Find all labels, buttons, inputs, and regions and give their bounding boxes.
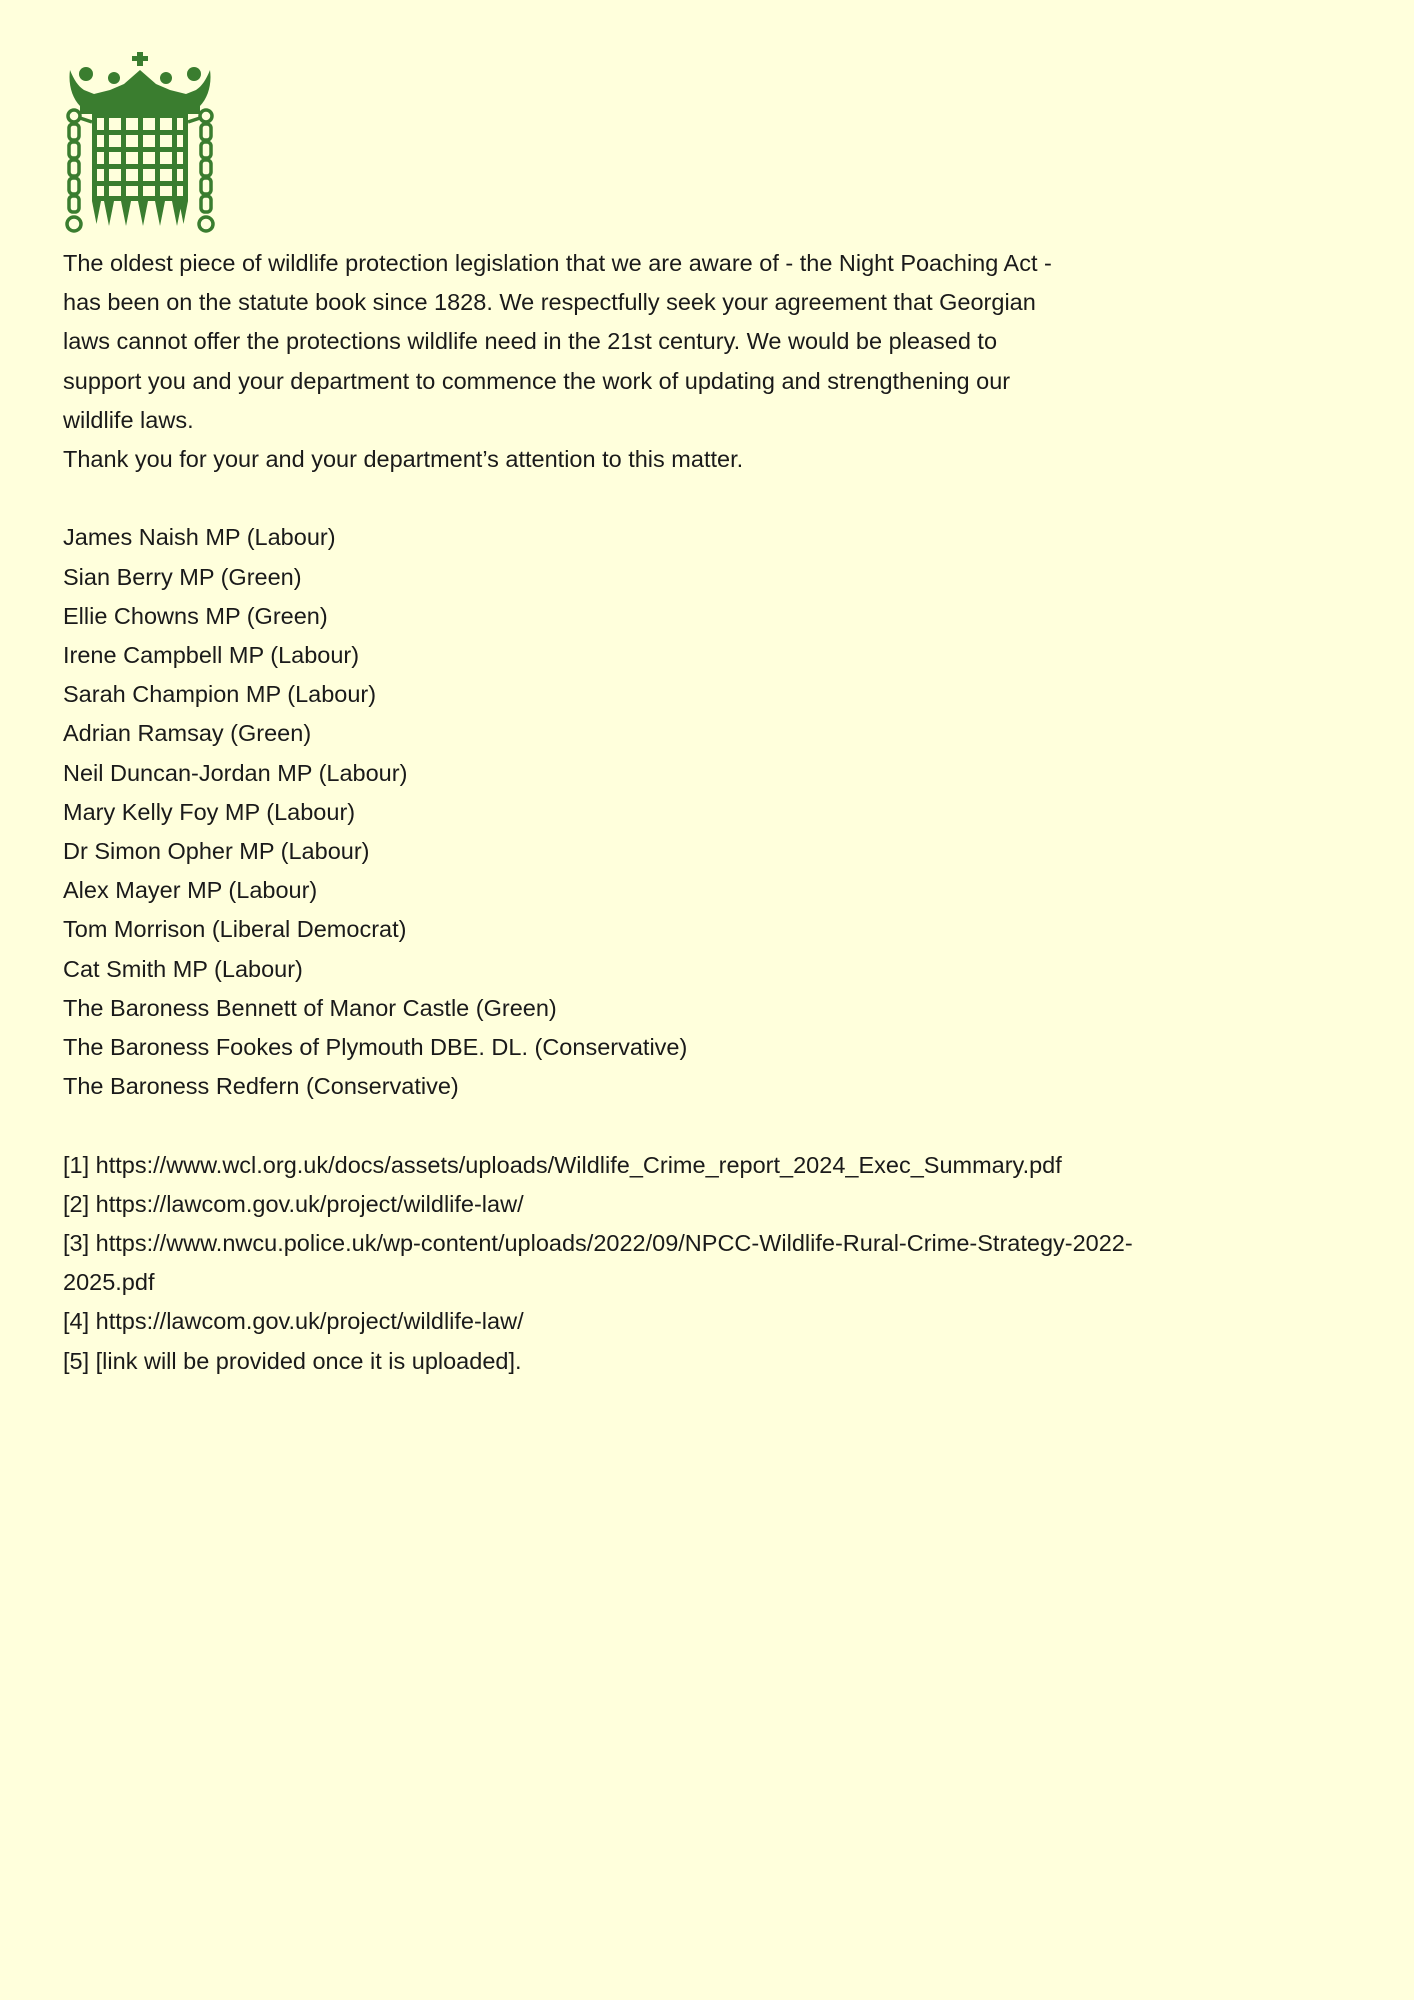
signatory: The Baroness Bennett of Manor Castle (Green) — [63, 994, 557, 1021]
thanks-line: Thank you for your and your department’s attention to this matter. — [63, 446, 744, 473]
reference-link[interactable]: [3] https://www.nwcu.police.uk/wp-content/uploads/2022/09/NPCC-Wildlife-Rural-Crime-Strategy-2022- — [63, 1230, 1133, 1257]
signatory: Ellie Chowns MP (Green) — [63, 602, 328, 629]
reference-link[interactable]: [4] https://lawcom.gov.uk/project/wildlife-law/ — [63, 1308, 524, 1335]
body-line: has been on the statute book since 1828. We respectfully seek your agreement that Georgian — [63, 289, 1036, 316]
signatory: Neil Duncan-Jordan MP (Labour) — [63, 759, 408, 786]
spacer — [63, 1106, 1353, 1145]
signatory: The Baroness Redfern (Conservative) — [63, 1073, 459, 1100]
signatory: Irene Campbell MP (Labour) — [63, 642, 360, 669]
signatory: Mary Kelly Foy MP (Labour) — [63, 798, 356, 825]
signatory: Alex Mayer MP (Labour) — [63, 877, 318, 904]
signatory: Adrian Ramsay (Green) — [63, 720, 312, 747]
body-line: laws cannot offer the protections wildlife need in the 21st century. We would be pleased to — [63, 328, 998, 355]
signatory: Sian Berry MP (Green) — [63, 563, 302, 590]
reference-link[interactable]: [2] https://lawcom.gov.uk/project/wildlife-law/ — [63, 1190, 524, 1217]
body-paragraph — [63, 244, 1153, 440]
signatories-list — [63, 518, 1353, 1106]
references-list — [63, 1146, 1353, 1381]
reference-link[interactable]: [1] https://www.wcl.org.uk/docs/assets/uploads/Wildlife_Crime_report_2024_Exec_Summary.pdf — [63, 1151, 1062, 1178]
body-line: The oldest piece of wildlife protection legislation that we are aware of - the Night Poaching Act - — [63, 250, 1052, 276]
signatory: Sarah Champion MP (Labour) — [63, 681, 377, 708]
signatory: James Naish MP (Labour) — [63, 524, 336, 551]
portcullis-crest-icon — [64, 50, 216, 238]
body-line: wildlife laws. — [63, 406, 194, 433]
body-line: support you and your department to commence the work of updating and strengthening our — [63, 367, 1011, 394]
spacer — [63, 479, 1353, 518]
reference-note: [5] [link will be provided once it is uploaded]. — [63, 1347, 522, 1374]
signatory: Dr Simon Opher MP (Labour) — [63, 838, 370, 865]
letter-content — [63, 244, 1353, 1381]
signatory: The Baroness Fookes of Plymouth DBE. DL. (Conservative) — [63, 1034, 688, 1061]
signatory: Cat Smith MP (Labour) — [63, 955, 303, 982]
signatory: Tom Morrison (Liberal Democrat) — [63, 916, 407, 943]
reference-link-continuation[interactable]: 2025.pdf — [63, 1269, 155, 1296]
